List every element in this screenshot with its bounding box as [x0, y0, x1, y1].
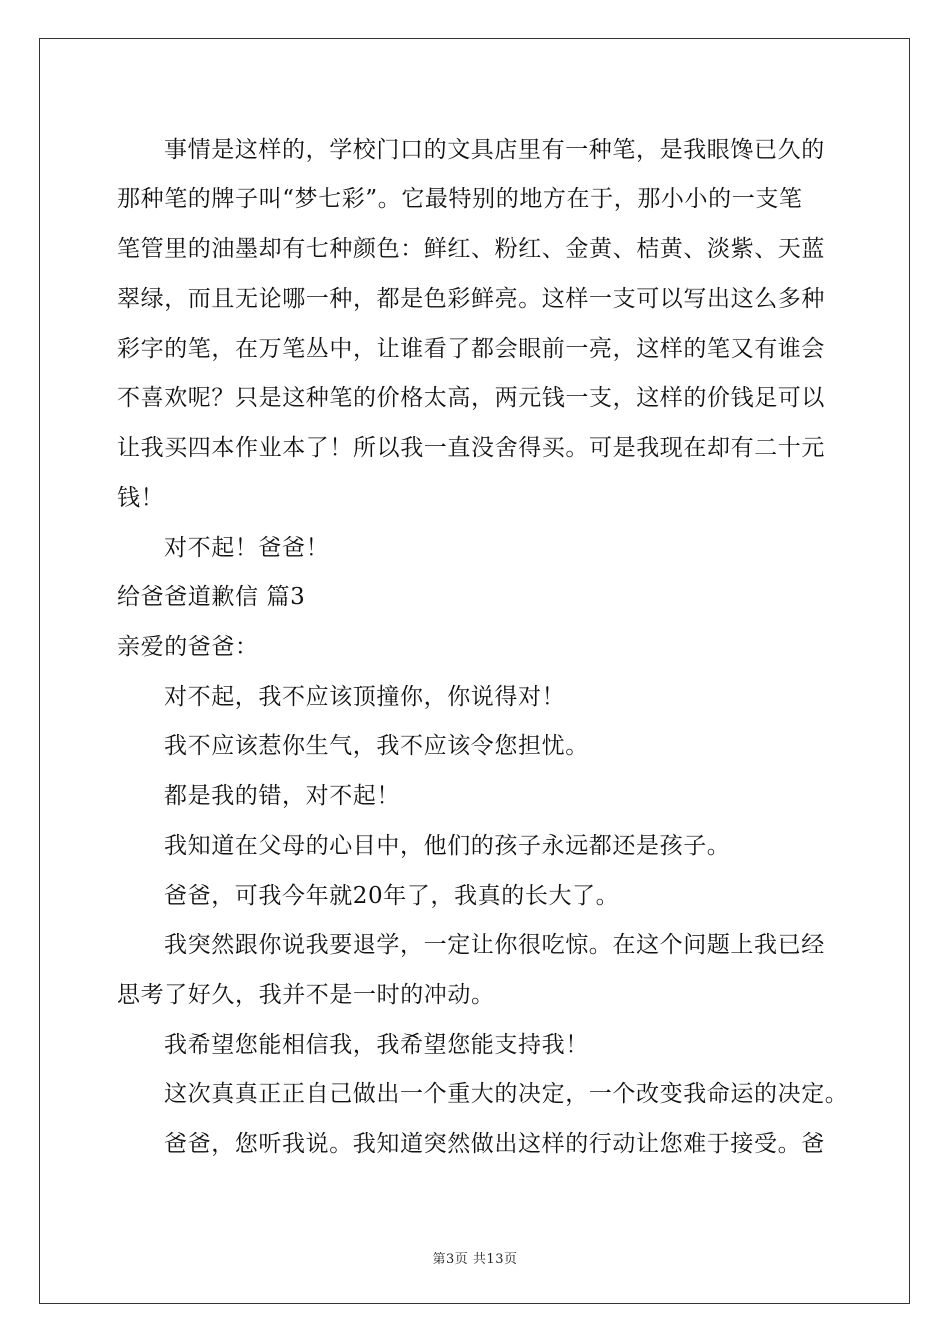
paragraph: 都是我的错，对不起！ [164, 783, 400, 809]
paragraph-line: 翠绿，而且无论哪一种，都是色彩鲜亮。这样一支可以写出这么多种 [117, 286, 825, 312]
paragraph-line: 事情是这样的，学校门口的文具店里有一种笔，是我眼馋已久的 [164, 137, 825, 163]
salutation: 亲爱的爸爸： [117, 634, 259, 660]
paragraph: 我希望您能相信我，我希望您能支持我！ [164, 1032, 589, 1058]
paragraph: 我不应该惹你生气，我不应该令您担忧。 [164, 733, 589, 759]
section-title: 给爸爸道歉信 篇3 [117, 584, 306, 610]
paragraph-line: 我突然跟你说我要退学，一定让你很吃惊。在这个问题上我已经 [164, 932, 825, 958]
paragraph-line: 彩字的笔，在万笔丛中，让谁看了都会眼前一亮，这样的笔又有谁会 [117, 336, 825, 362]
paragraph: 对不起！爸爸！ [164, 535, 330, 561]
paragraph: 爸爸，您听我说。我知道突然做出这样的行动让您难于接受。爸 [164, 1131, 825, 1157]
paragraph-line: 让我买四本作业本了！所以我一直没舍得买。可是我现在却有二十元 [117, 435, 825, 461]
paragraph: 这次真真正正自己做出一个重大的决定，一个改变我命运的决定。 [164, 1081, 849, 1107]
page-footer: 第3页 共13页 [432, 1252, 518, 1267]
paragraph: 对不起，我不应该顶撞你，你说得对！ [164, 684, 566, 710]
paragraph: 我知道在父母的心目中，他们的孩子永远都还是孩子。 [164, 833, 731, 859]
page-border [39, 38, 910, 1304]
paragraph-line: 钱！ [117, 485, 165, 511]
paragraph-line: 那种笔的牌子叫“梦七彩”。它最特别的地方在于，那小小的一支笔 [117, 186, 803, 212]
paragraph: 爸爸，可我今年就20年了，我真的长大了。 [164, 883, 620, 909]
paragraph-line: 笔管里的油墨却有七种颜色：鲜红、粉红、金黄、桔黄、淡紫、天蓝 [117, 236, 825, 262]
paragraph-line: 思考了好久，我并不是一时的冲动。 [117, 982, 495, 1008]
paragraph-line: 不喜欢呢？只是这种笔的价格太高，两元钱一支，这样的价钱足可以 [117, 385, 825, 411]
